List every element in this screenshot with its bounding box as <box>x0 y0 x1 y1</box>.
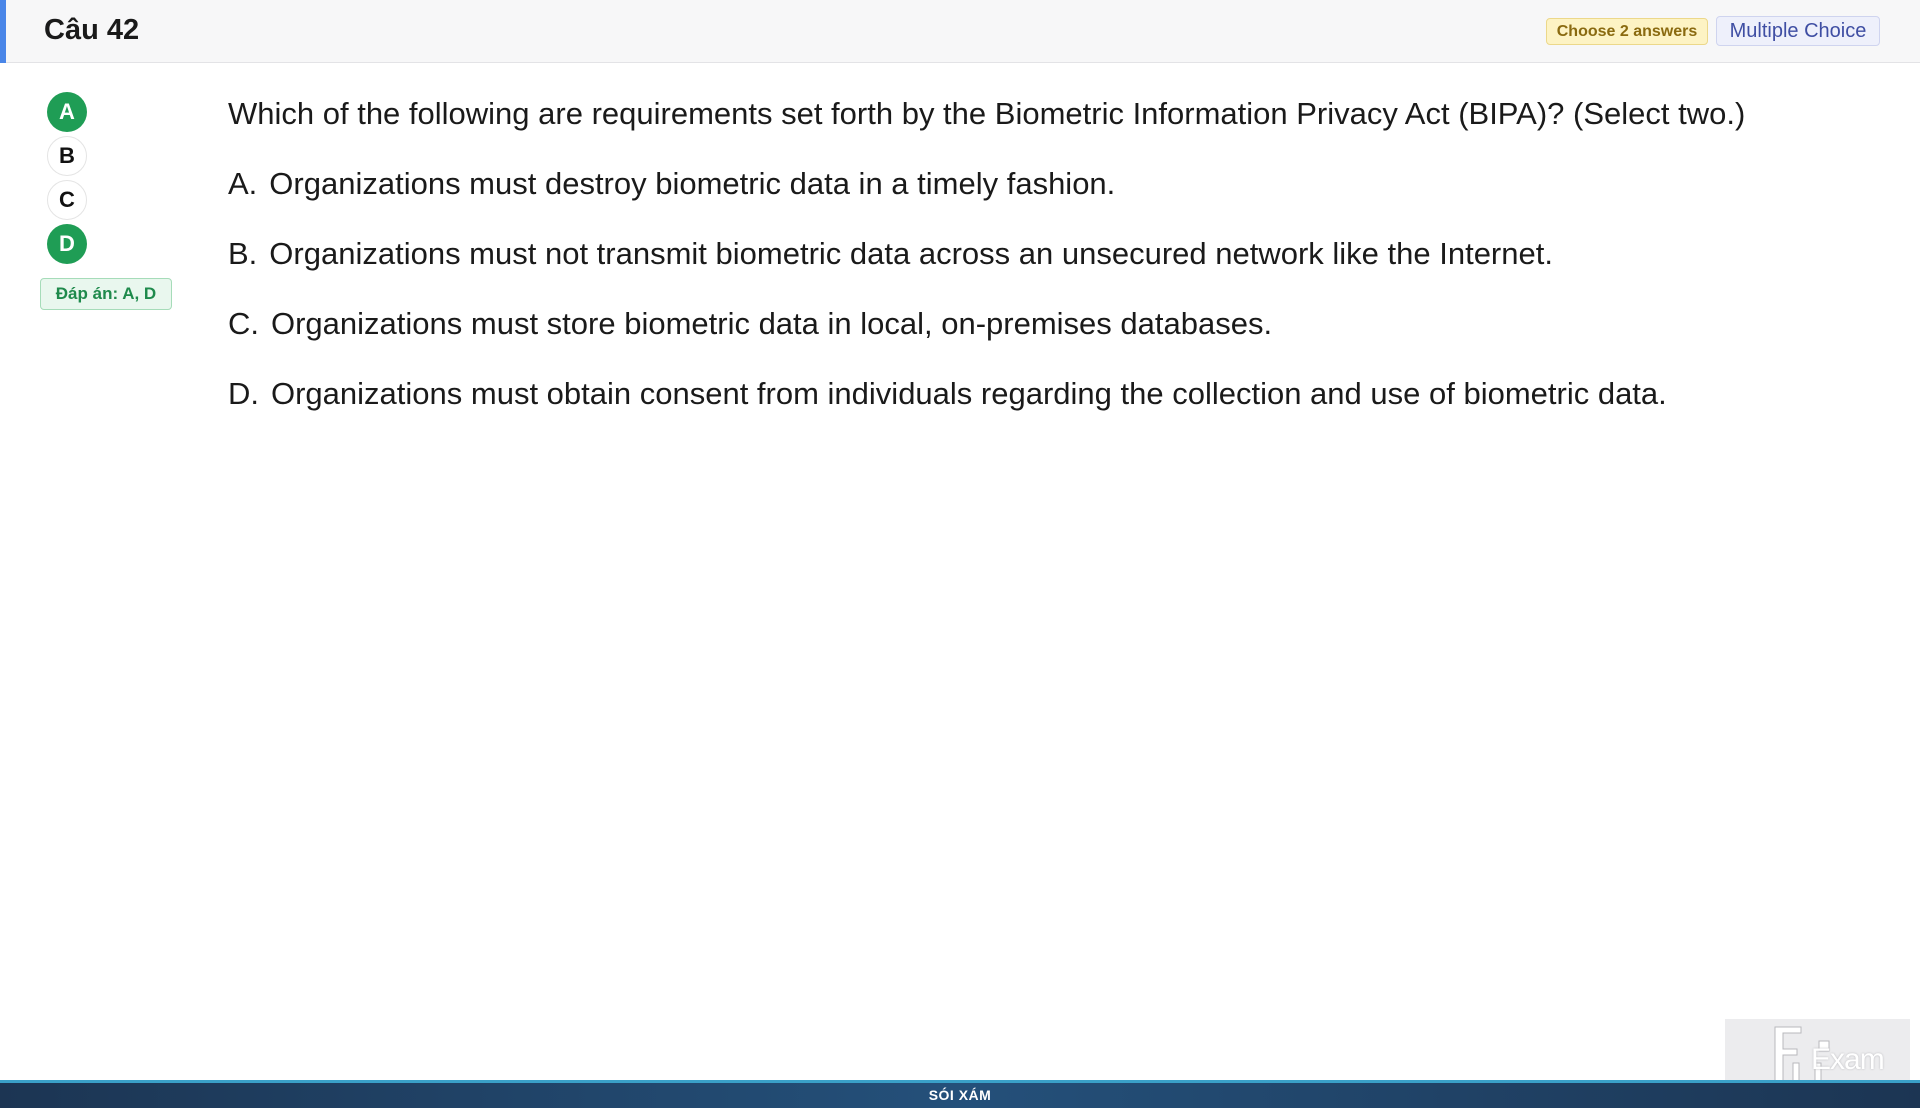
choice-c <box>228 306 1272 342</box>
footer-bar <box>0 1080 1920 1108</box>
choice-a-letter: A. <box>228 166 258 201</box>
choice-d <box>228 376 1667 412</box>
choice-b-letter: B. <box>228 236 258 271</box>
footer-label: SÓI XÁM <box>928 1087 992 1103</box>
choice-b <box>228 236 1553 272</box>
watermark-exam-text: Exam <box>1811 1043 1884 1076</box>
header-accent-bar <box>0 0 6 63</box>
answer-option-b[interactable]: B <box>47 136 87 176</box>
question-header <box>0 0 1920 63</box>
question-type-badge: Multiple Choice <box>1716 16 1880 46</box>
choose-count-badge: Choose 2 answers <box>1546 18 1708 45</box>
choice-c-text: Organizations must store biometric data in local, on-premises databases. <box>271 306 1273 341</box>
answer-option-c[interactable]: C <box>47 180 87 220</box>
question-text: Which of the following are requirements set forth by the Biometric Information Privacy Act (BIPA)? (Select two.) <box>228 96 1746 131</box>
answer-option-d[interactable]: D <box>47 224 87 264</box>
choice-d-text: Organizations must obtain consent from individuals regarding the collection and use of biometric data. <box>271 376 1667 411</box>
choice-c-letter: C. <box>228 306 259 341</box>
choice-d-letter: D. <box>228 376 259 411</box>
answer-option-a[interactable]: A <box>47 92 87 132</box>
correct-answer-badge: Đáp án: A, D <box>40 278 172 310</box>
choice-a-text: Organizations must destroy biometric data in a timely fashion. <box>269 166 1116 201</box>
choice-b-text: Organizations must not transmit biometric data across an unsecured network like the Internet. <box>269 236 1553 271</box>
choice-a <box>228 166 1115 202</box>
question-number-title: Câu 42 <box>44 14 140 46</box>
